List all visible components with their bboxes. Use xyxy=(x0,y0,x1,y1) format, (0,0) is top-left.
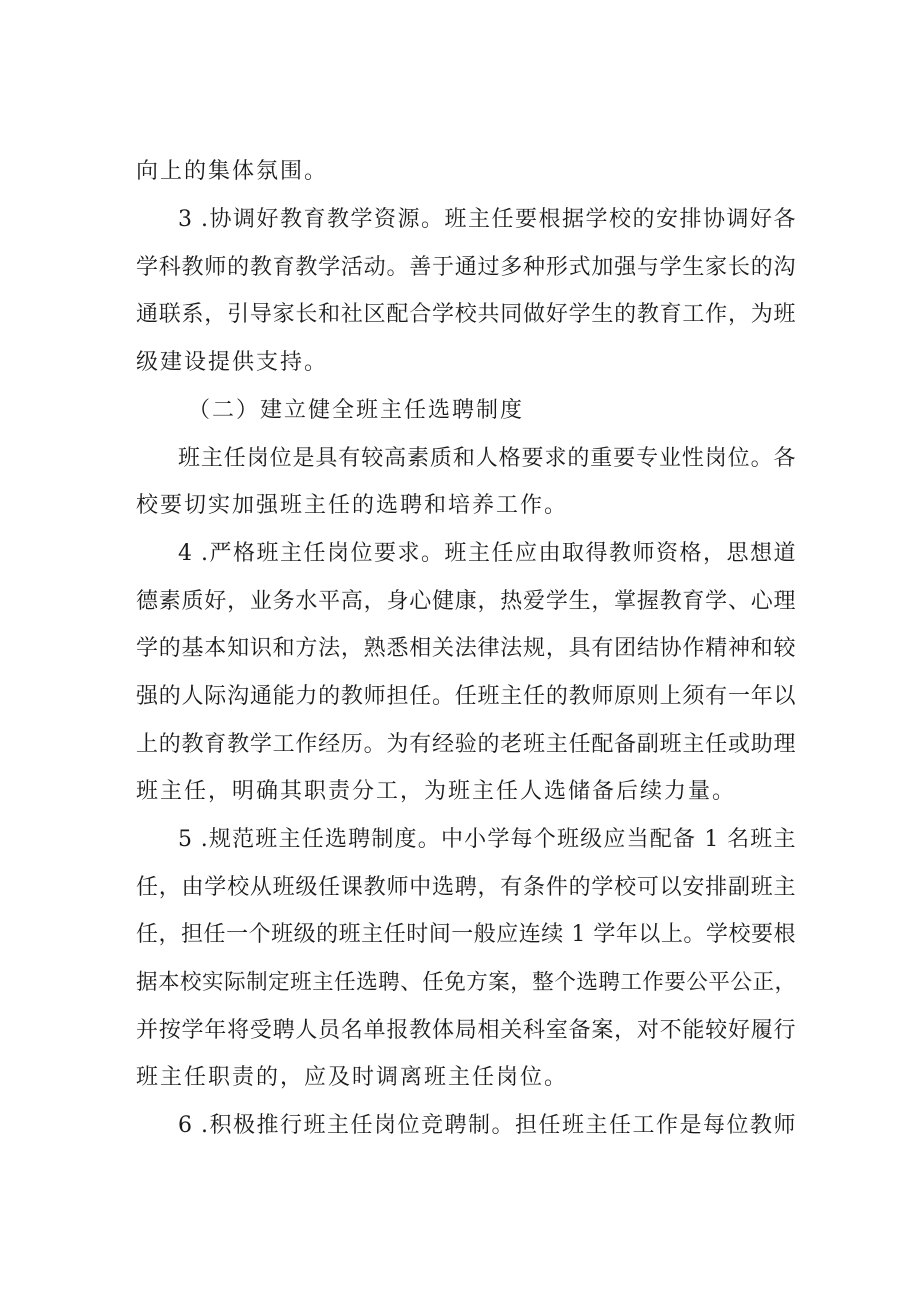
text-line: 并按学年将受聘人员名单报教体局相关科室备案，对不能较好履行 xyxy=(136,1018,796,1043)
text-line: 学的基本知识和方法，熟悉相关法律法规，具有团结协作精神和较 xyxy=(136,636,796,661)
text-line: 班主任岗位是具有较高素质和人格要求的重要专业性岗位。各 xyxy=(178,446,796,471)
text-line: 3 .协调好教育教学资源。班主任要根据学校的安排协调好各 xyxy=(178,207,796,232)
text-line: 班主任职责的，应及时调离班主任岗位。 xyxy=(136,1065,569,1090)
text-line: 上的教育教学工作经历。为有经验的老班主任配备副班主任或助理 xyxy=(136,732,796,757)
text-line: 5 .规范班主任选聘制度。中小学每个班级应当配备 1 名班主 xyxy=(178,827,796,852)
section-heading: （二）建立健全班主任选聘制度 xyxy=(188,398,525,423)
text-line: 任，由学校从班级任课教师中选聘，有条件的学校可以安排副班主 xyxy=(136,875,796,900)
text-line: 4 .严格班主任岗位要求。班主任应由取得教师资格，思想道 xyxy=(178,541,796,566)
text-line: 据本校实际制定班主任选聘、任免方案，整个选聘工作要公平公正， xyxy=(136,970,796,995)
text-line: 任，担任一个班级的班主任时间一般应连续 1 学年以上。学校要根 xyxy=(136,922,796,947)
text-line: 通联系，引导家长和社区配合学校共同做好学生的教育工作，为班 xyxy=(136,302,796,327)
text-line: 强的人际沟通能力的教师担任。任班主任的教师原则上须有一年以 xyxy=(136,684,796,709)
text-line: 6 .积极推行班主任岗位竞聘制。担任班主任工作是每位教师 xyxy=(178,1113,796,1138)
text-line: 向上的集体氛围。 xyxy=(136,159,329,184)
text-line: 班主任，明确其职责分工，为班主任人选储备后续力量。 xyxy=(136,779,737,804)
text-line: 校要切实加强班主任的选聘和培养工作。 xyxy=(136,493,569,518)
text-line: 级建设提供支持。 xyxy=(136,350,329,375)
text-line: 德素质好，业务水平高，身心健康，热爱学生，掌握教育学、心理 xyxy=(136,589,796,614)
text-line: 学科教师的教育教学活动。善于通过多种形式加强与学生家长的沟 xyxy=(136,255,796,280)
